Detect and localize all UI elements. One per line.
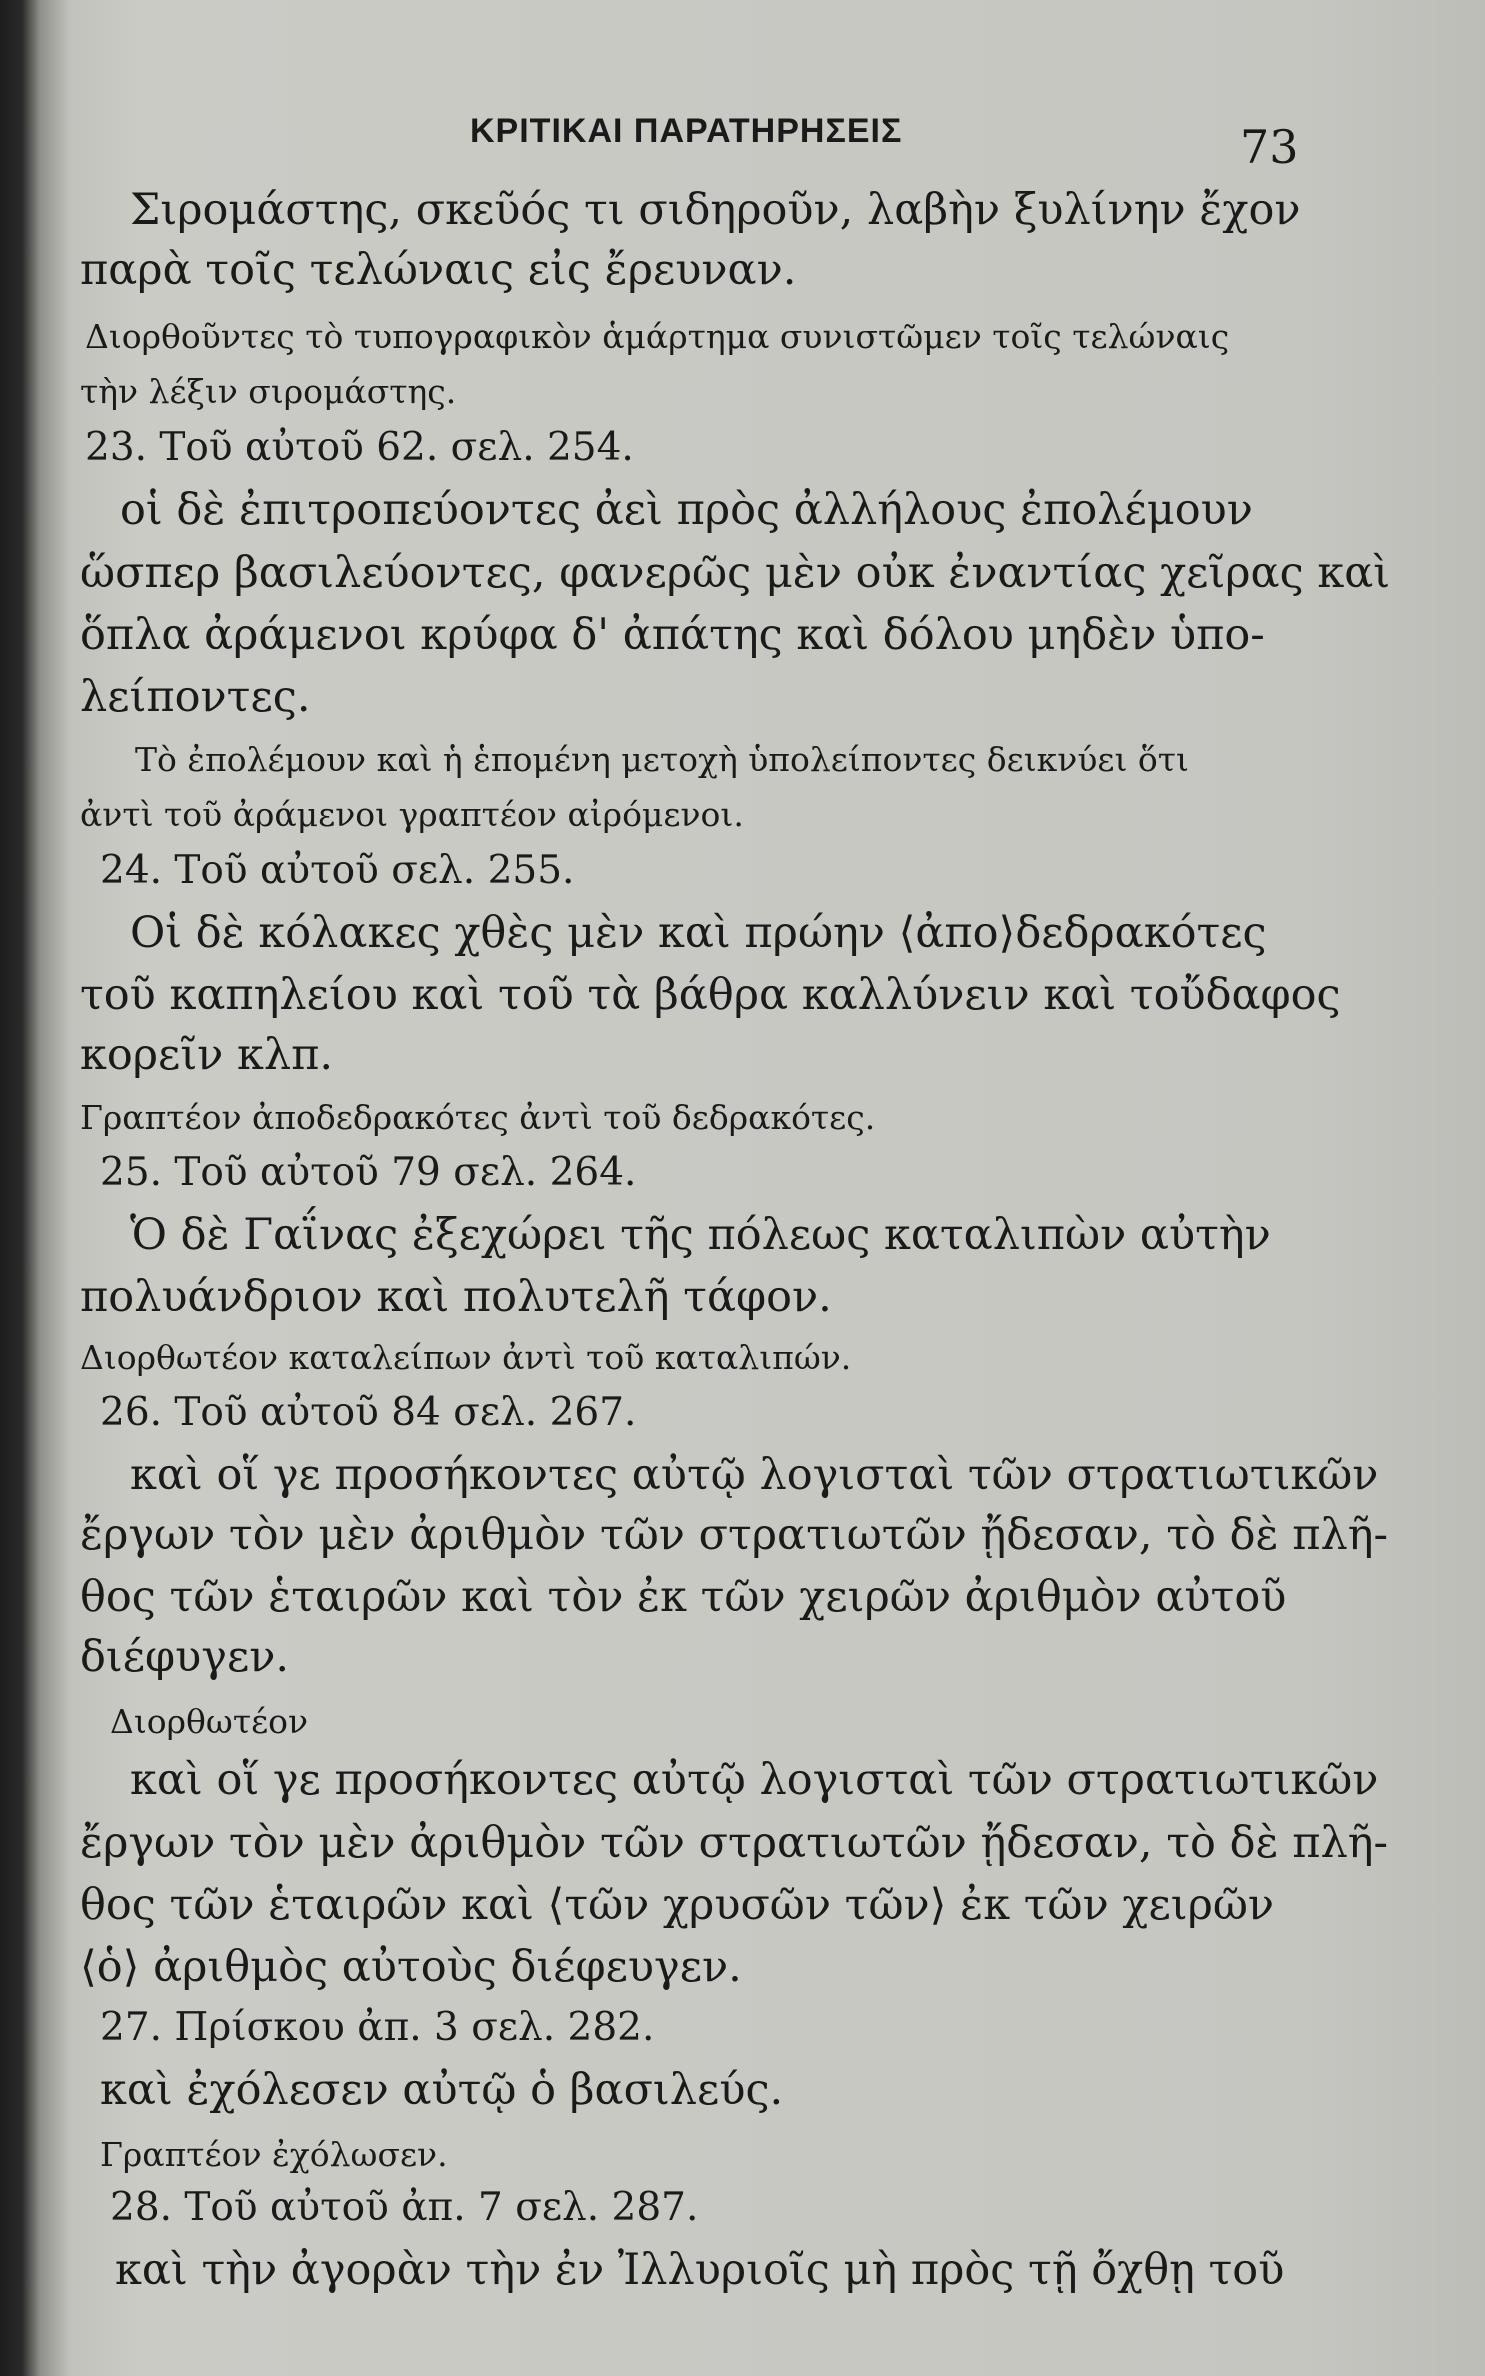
text-line: Σιρομάστης, σκεῦός τι σιδηροῦν, λαβὴν ξυλίνην ἔχον <box>130 185 1301 235</box>
text-line: πολυάνδριον καὶ πολυτελῆ τάφον. <box>80 1272 832 1322</box>
entry-heading: 27. Πρίσκου ἀπ. 3 σελ. 282. <box>100 2005 655 2050</box>
text-line: κορεῖν κλπ. <box>80 1030 334 1080</box>
note-line: Τὸ ἐπολέμουν καὶ ἡ ἑπομένη μετοχὴ ὑπολείποντες δεικνύει ὅτι <box>135 740 1189 779</box>
entry-heading: 23. Τοῦ αὐτοῦ 62. σελ. 254. <box>85 425 634 470</box>
entry-heading: 28. Τοῦ αὐτοῦ ἀπ. 7 σελ. 287. <box>110 2185 699 2230</box>
note-line: Διορθωτέον καταλείπων ἀντὶ τοῦ καταλιπών. <box>80 1338 852 1377</box>
note-line: ἀντὶ τοῦ ἀράμενοι γραπτέον αἰρόμενοι. <box>80 795 744 834</box>
text-line: οἱ δὲ ἐπιτροπεύοντες ἀεὶ πρὸς ἀλλήλους ἐπολέμουν <box>120 485 1253 535</box>
text-line: Οἱ δὲ κόλακες χθὲς μὲν καὶ πρώην ⟨ἀπο⟩δεδρακότες <box>130 908 1267 958</box>
text-line: καὶ οἵ γε προσήκοντες αὐτῷ λογισταὶ τῶν στρατιωτικῶν <box>130 1755 1379 1805</box>
entry-heading: 26. Τοῦ αὐτοῦ 84 σελ. 267. <box>100 1390 637 1435</box>
text-line: τοῦ καπηλείου καὶ τοῦ τὰ βάθρα καλλύνειν καὶ τοὔδαφος <box>80 970 1341 1020</box>
text-line: διέφυγεν. <box>80 1632 290 1682</box>
entry-heading: 24. Τοῦ αὐτοῦ σελ. 255. <box>100 848 575 893</box>
text-line: ὥσπερ βασιλεύοντες, φανερῶς μὲν οὐκ ἐναντίας χεῖρας καὶ <box>80 548 1391 598</box>
entry-heading: 25. Τοῦ αὐτοῦ 79 σελ. 264. <box>100 1150 637 1195</box>
text-line: καὶ τὴν ἀγορὰν τὴν ἐν Ἰλλυριοῖς μὴ πρὸς τῇ ὄχθῃ τοῦ <box>115 2245 1285 2295</box>
running-title: ΚΡΙΤΙΚΑΙ ΠΑΡΑΤΗΡΗΣΕΙΣ <box>470 112 903 150</box>
text-line: Ὁ δὲ Γαΐνας ἐξεχώρει τῆς πόλεως καταλιπὼν αὐτὴν <box>130 1210 1271 1260</box>
note-line: Γραπτέον ἀποδεδρακότες ἀντὶ τοῦ δεδρακότες. <box>80 1098 876 1137</box>
text-line: καὶ ἐχόλεσεν αὐτῷ ὁ βασιλεύς. <box>100 2065 784 2115</box>
text-line: παρὰ τοῖς τελώναις εἰς ἔρευναν. <box>80 245 797 295</box>
text-line: ⟨ὁ⟩ ἀριθμὸς αὐτοὺς διέφευγεν. <box>80 1942 742 1992</box>
note-line: τὴν λέξιν σιρομάστης. <box>80 372 457 411</box>
text-line: λείποντες. <box>80 672 311 722</box>
text-line: θος τῶν ἑταιρῶν καὶ ⟨τῶν χρυσῶν τῶν⟩ ἐκ τῶν χειρῶν <box>80 1880 1275 1930</box>
note-line: Διορθωτέον <box>110 1702 309 1741</box>
note-line: Διορθοῦντες τὸ τυπογραφικὸν ἁμάρτημα συνιστῶμεν τοῖς τελώναις <box>85 317 1230 356</box>
note-line: Γραπτέον ἐχόλωσεν. <box>100 2135 448 2174</box>
text-line: ὅπλα ἀράμενοι κρύφα δ' ἀπάτης καὶ δόλου μηδὲν ὑπο- <box>80 610 1265 660</box>
text-line: ἔργων τὸν μὲν ἀριθμὸν τῶν στρατιωτῶν ᾔδεσαν, τὸ δὲ πλῆ- <box>80 1510 1389 1560</box>
text-line: ἔργων τὸν μὲν ἀριθμὸν τῶν στρατιωτῶν ᾔδεσαν, τὸ δὲ πλῆ- <box>80 1818 1389 1868</box>
page-number: 73 <box>1240 120 1299 174</box>
text-line: καὶ οἵ γε προσήκοντες αὐτῷ λογισταὶ τῶν στρατιωτικῶν <box>130 1450 1379 1500</box>
text-line: θος τῶν ἑταιρῶν καὶ τὸν ἐκ τῶν χειρῶν ἀριθμὸν αὐτοῦ <box>80 1572 1287 1622</box>
